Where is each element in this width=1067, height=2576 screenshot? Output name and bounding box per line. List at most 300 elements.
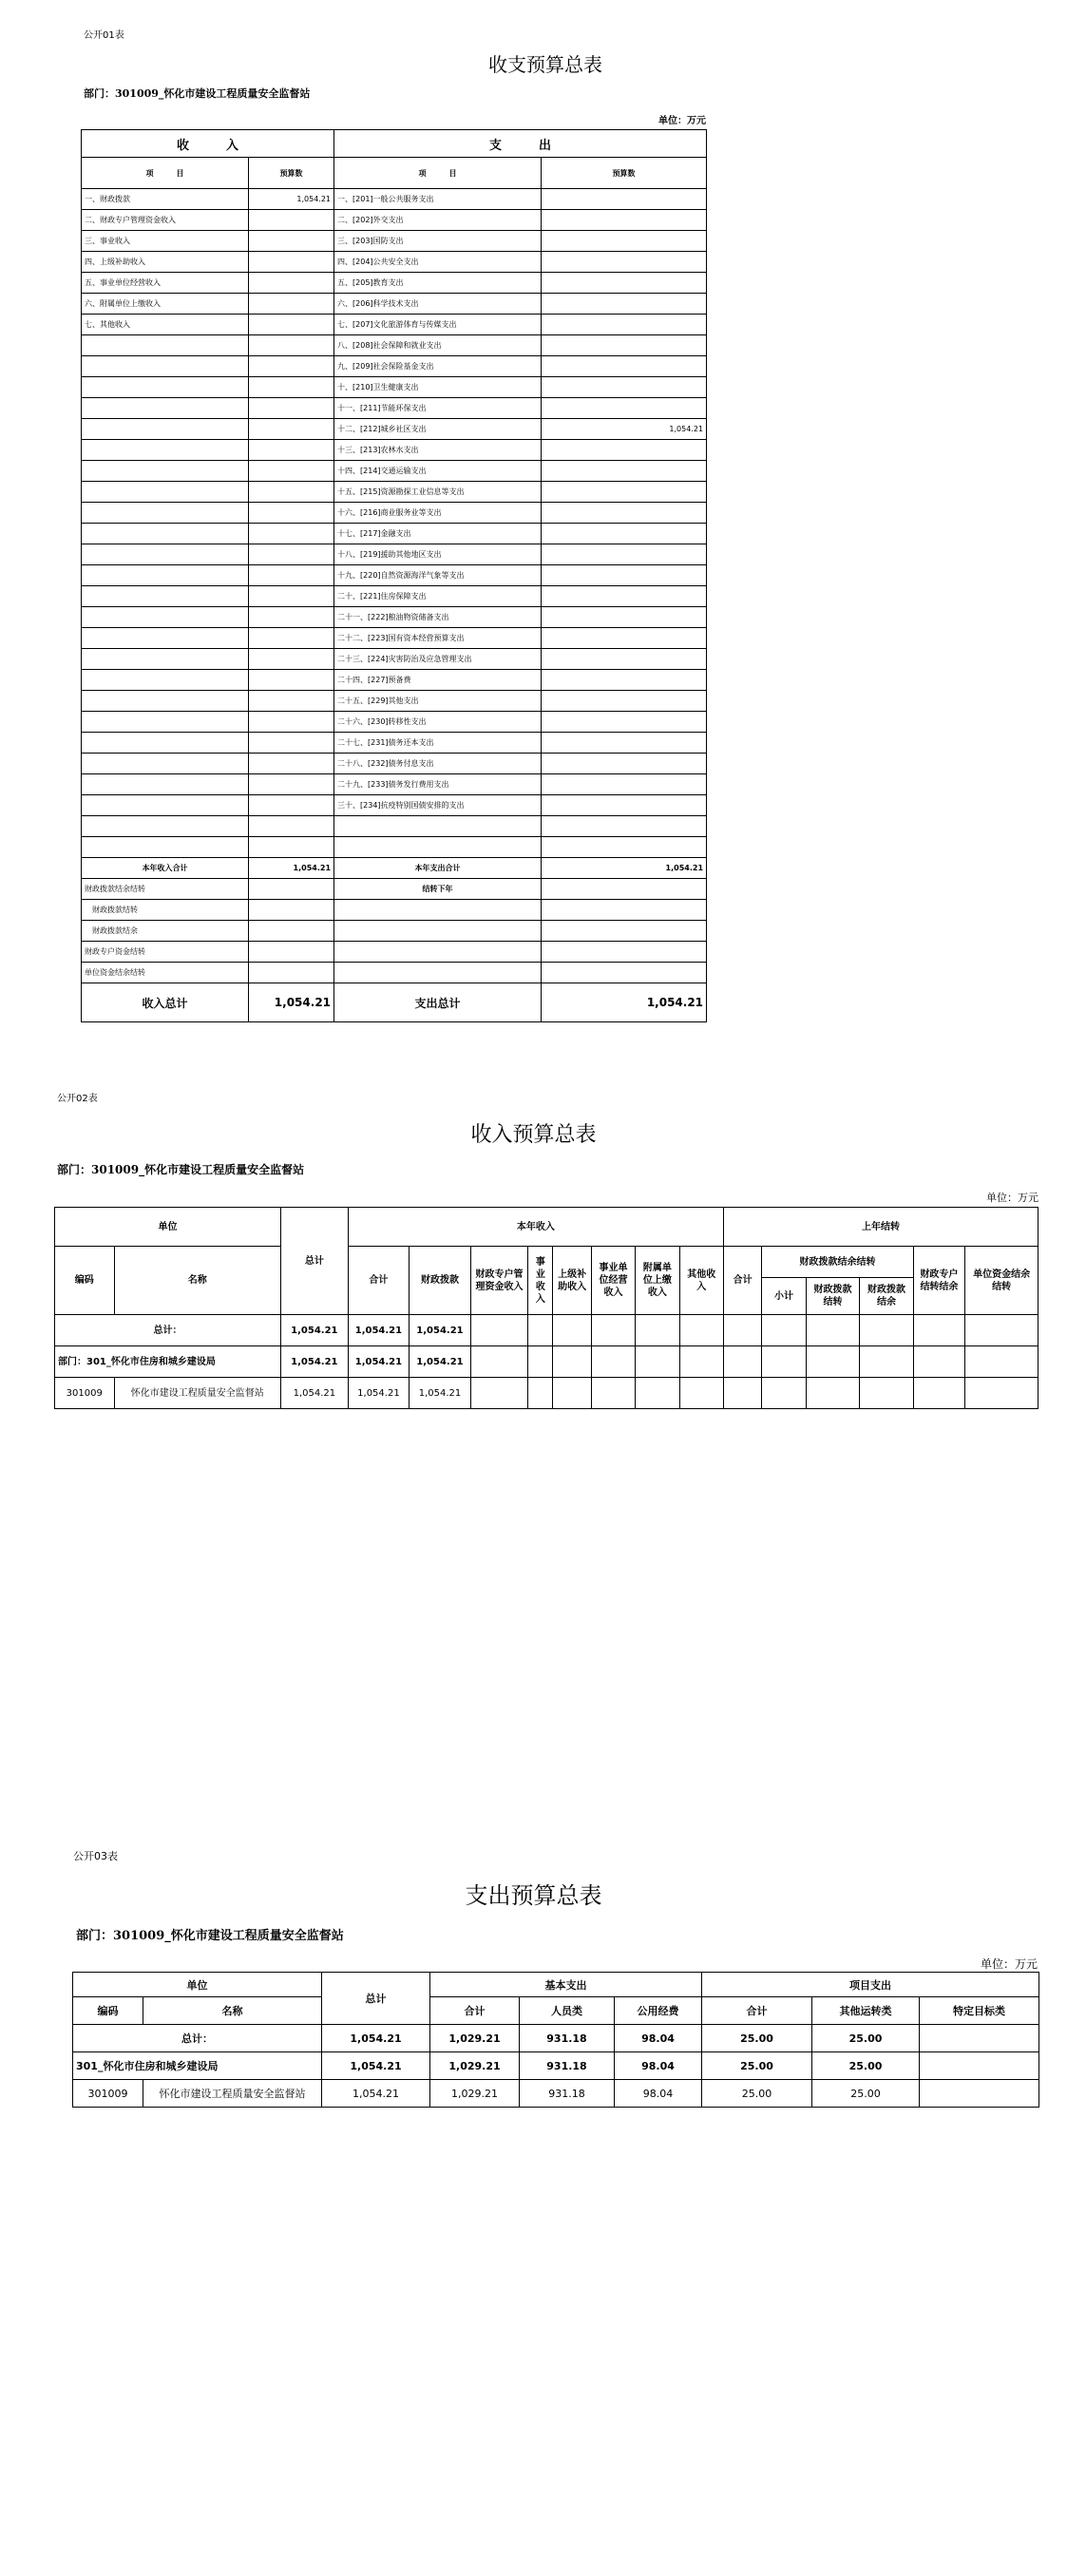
expense-header: 支 出: [334, 130, 707, 158]
t2-total-header: 总计: [281, 1208, 349, 1315]
t2-special-carry-header: 财政专户结转结余: [913, 1247, 964, 1315]
expense-amount: [542, 733, 707, 754]
expense-item: 十一、[211]节能环保支出: [334, 398, 542, 419]
expense-amount: [542, 335, 707, 356]
t2-code-header: 编码: [55, 1247, 115, 1315]
empty-cell: [724, 1315, 762, 1346]
personnel-value: 931.18: [520, 2080, 615, 2108]
t2-fiscal-carry-header: 财政拨款结转: [806, 1278, 859, 1315]
table3-department: 部门：301009_怀化市建设工程质量安全监督站: [76, 1929, 344, 1943]
income-item: [82, 565, 249, 586]
income-amount: [249, 816, 334, 837]
table-row: [73, 2025, 1039, 2052]
grand-expense-label: 支出总计: [334, 983, 542, 1022]
expense-item: 十三、[213]农林水支出: [334, 440, 542, 461]
empty-cell: [528, 1346, 553, 1378]
table-row: [82, 754, 707, 774]
carry-item-label: 财政拨款结余: [82, 921, 249, 942]
total-value: 1,054.21: [322, 2080, 430, 2108]
income-item: [82, 628, 249, 649]
total-value: 1,054.21: [281, 1346, 349, 1378]
expense-item: 十九、[220]自然资源海洋气象等支出: [334, 565, 542, 586]
unit-name: 301_怀化市住房和城乡建设局: [73, 2052, 322, 2080]
grand-income-value: 1,054.21: [249, 983, 334, 1022]
expense-item: 六、[206]科学技术支出: [334, 294, 542, 315]
table1-title: 收支预算总表: [488, 53, 602, 76]
income-amount: [249, 440, 334, 461]
specific-value: [920, 2080, 1039, 2108]
income-item: [82, 398, 249, 419]
income-item: [82, 419, 249, 440]
t2-superior-header: 上级补助收入: [553, 1247, 591, 1315]
expense-amount: [542, 963, 707, 983]
expense-amount: [542, 628, 707, 649]
table-row: [82, 565, 707, 586]
basic-sum-value: 1,029.21: [430, 2080, 520, 2108]
income-item: [82, 795, 249, 816]
table2-unit: 单位：万元: [986, 1192, 1038, 1204]
income-amount: [249, 398, 334, 419]
carry-item-label: 财政拨款结余结转: [82, 879, 249, 900]
public-value: 98.04: [615, 2025, 702, 2052]
t3-code-header: 编码: [73, 1997, 143, 2025]
expense-amount: [542, 816, 707, 837]
expense-item: 八、[208]社会保障和就业支出: [334, 335, 542, 356]
income-amount: [249, 837, 334, 858]
sum-value: 1,054.21: [348, 1346, 410, 1378]
empty-cell: [913, 1315, 964, 1346]
income-item: [82, 774, 249, 795]
income-amount: [249, 691, 334, 712]
total-value: 1,054.21: [322, 2052, 430, 2080]
specific-value: [920, 2052, 1039, 2080]
empty-cell: [470, 1346, 528, 1378]
income-expense-summary-table: [81, 129, 707, 1022]
t2-business-header: 事业收入: [528, 1247, 553, 1315]
t3-basic-sum-header: 合计: [430, 1997, 520, 2025]
expense-amount: [542, 795, 707, 816]
expense-amount: 1,054.21: [542, 419, 707, 440]
income-amount: [249, 356, 334, 377]
t2-operating-header: 事业单位经营收入: [591, 1247, 635, 1315]
income-item: [82, 482, 249, 503]
project-sum-value: 25.00: [702, 2052, 812, 2080]
income-item: 六、附属单位上缴收入: [82, 294, 249, 315]
empty-cell: [591, 1378, 635, 1409]
income-item: [82, 586, 249, 607]
empty-cell: [913, 1346, 964, 1378]
income-amount: [249, 649, 334, 670]
public-value: 98.04: [615, 2052, 702, 2080]
table-row: [82, 712, 707, 733]
empty-cell: [679, 1346, 723, 1378]
sum-value: 1,054.21: [348, 1315, 410, 1346]
expense-item: 二、[202]外交支出: [334, 210, 542, 231]
income-item: [82, 670, 249, 691]
income-item: [82, 440, 249, 461]
basic-sum-value: 1,029.21: [430, 2052, 520, 2080]
expense-item: 十、[210]卫生健康支出: [334, 377, 542, 398]
expense-amount: [542, 524, 707, 544]
empty-cell: [591, 1315, 635, 1346]
expense-amount: [542, 712, 707, 733]
empty-cell: [806, 1346, 859, 1378]
specific-value: [920, 2025, 1039, 2052]
table2-department: 部门：301009_怀化市建设工程质量安全监督站: [57, 1163, 305, 1176]
expense-item: [334, 837, 542, 858]
total-income-label: 本年收入合计: [82, 858, 249, 879]
project-sum-value: 25.00: [702, 2080, 812, 2108]
table-row: [82, 503, 707, 524]
expense-amount: [542, 649, 707, 670]
income-amount: [249, 774, 334, 795]
expense-item: 十五、[215]资源勘探工业信息等支出: [334, 482, 542, 503]
income-item: [82, 691, 249, 712]
expense-amount: [542, 398, 707, 419]
income-amount: [249, 503, 334, 524]
expense-amount: [542, 900, 707, 921]
table-row: [82, 315, 707, 335]
expense-amount: [542, 377, 707, 398]
unit-name: 总计：: [73, 2025, 322, 2052]
t3-personnel-header: 人员类: [520, 1997, 615, 2025]
carry-item-label: 财政专户资金结转: [82, 942, 249, 963]
empty-cell: [806, 1315, 859, 1346]
empty-cell: [553, 1346, 591, 1378]
carry-item-amount: [249, 963, 334, 983]
expense-amount: [542, 691, 707, 712]
income-amount: [249, 231, 334, 252]
t2-current-income-header: 本年收入: [348, 1208, 723, 1247]
empty-cell: [965, 1346, 1038, 1378]
income-amount: [249, 607, 334, 628]
expense-amount: [542, 544, 707, 565]
table-row: [82, 419, 707, 440]
table-row: [82, 795, 707, 816]
expense-amount: [542, 189, 707, 210]
expense-amount: [542, 754, 707, 774]
income-item: [82, 816, 249, 837]
income-item: 七、其他收入: [82, 315, 249, 335]
empty-cell: [470, 1378, 528, 1409]
expense-amount: [542, 461, 707, 482]
public-value: 98.04: [615, 2080, 702, 2108]
table-row: [82, 879, 707, 900]
empty-cell: [860, 1378, 913, 1409]
income-amount: [249, 252, 334, 273]
expense-amount: [542, 231, 707, 252]
other-ops-value: 25.00: [812, 2080, 920, 2108]
income-item: 五、事业单位经营收入: [82, 273, 249, 294]
table2-tag: 公开02表: [57, 1094, 98, 1104]
income-item: [82, 524, 249, 544]
grand-total-row: [82, 983, 707, 1022]
total-expense-value: 1,054.21: [542, 858, 707, 879]
expense-item: 二十、[221]住房保障支出: [334, 586, 542, 607]
unit-code: 301009: [73, 2080, 143, 2108]
empty-cell: [724, 1378, 762, 1409]
expense-amount: [542, 210, 707, 231]
table-row: [82, 628, 707, 649]
expense-item: 一、[201]一般公共服务支出: [334, 189, 542, 210]
income-amount: [249, 524, 334, 544]
expense-item: 七、[207]文化旅游体育与传媒支出: [334, 315, 542, 335]
income-item: [82, 754, 249, 774]
expense-item: 二十七、[231]债务还本支出: [334, 733, 542, 754]
expense-item-header: 项 目: [334, 158, 542, 189]
table-row: [82, 210, 707, 231]
table-row: [82, 837, 707, 858]
income-amount: [249, 628, 334, 649]
income-amount: [249, 712, 334, 733]
expense-item: 二十六、[230]转移性支出: [334, 712, 542, 733]
annual-total-row: [82, 858, 707, 879]
carry-item-amount: [249, 921, 334, 942]
expense-item: [334, 816, 542, 837]
income-item: 一、财政拨款: [82, 189, 249, 210]
expense-amount: [542, 607, 707, 628]
empty-cell: [860, 1315, 913, 1346]
table-row: [82, 356, 707, 377]
table-row: [82, 273, 707, 294]
expense-item: 十六、[216]商业服务业等支出: [334, 503, 542, 524]
table-row: [82, 942, 707, 963]
t3-total-header: 总计: [322, 1973, 430, 2025]
expense-item: 十八、[219]援助其他地区支出: [334, 544, 542, 565]
next-year-label: 结转下年: [334, 879, 542, 900]
income-amount: [249, 670, 334, 691]
fiscal-value: 1,054.21: [410, 1378, 471, 1409]
expense-amount: [542, 356, 707, 377]
table-row: [82, 691, 707, 712]
table-row: [82, 482, 707, 503]
table1-department: 部门：301009_怀化市建设工程质量安全监督站: [84, 87, 311, 100]
income-amount: [249, 335, 334, 356]
carry-item-amount: [249, 900, 334, 921]
expense-amount: [542, 440, 707, 461]
income-amount: [249, 294, 334, 315]
income-item: [82, 335, 249, 356]
income-amount: [249, 544, 334, 565]
t3-project-sum-header: 合计: [702, 1997, 812, 2025]
expense-item: 二十三、[224]灾害防治及应急管理支出: [334, 649, 542, 670]
t3-basic-header: 基本支出: [430, 1973, 702, 1997]
empty-cell: [553, 1378, 591, 1409]
income-amount: [249, 315, 334, 335]
income-amount: [249, 273, 334, 294]
t2-sum-header: 合计: [348, 1247, 410, 1315]
basic-sum-value: 1,029.21: [430, 2025, 520, 2052]
t2-unit-carry-header: 单位资金结余结转: [965, 1247, 1038, 1315]
total-income-value: 1,054.21: [249, 858, 334, 879]
expense-item: 四、[204]公共安全支出: [334, 252, 542, 273]
carry-item-amount: [249, 942, 334, 963]
total-value: 1,054.21: [322, 2025, 430, 2052]
table-row: [55, 1378, 1038, 1409]
expense-amount: [542, 837, 707, 858]
table2-title: 收入预算总表: [470, 1123, 597, 1147]
t2-other-header: 其他收入: [679, 1247, 723, 1315]
expense-item: 二十九、[233]债务发行费用支出: [334, 774, 542, 795]
income-item: [82, 544, 249, 565]
income-item: 三、事业收入: [82, 231, 249, 252]
table-row: [82, 733, 707, 754]
carry-item-label: 财政拨款结转: [82, 900, 249, 921]
empty-cell: [860, 1346, 913, 1378]
income-amount: [249, 754, 334, 774]
table-row: [73, 2080, 1039, 2108]
table-row: [82, 461, 707, 482]
carry-item-label: 单位资金结余结转: [82, 963, 249, 983]
expense-amount-header: 预算数: [542, 158, 707, 189]
total-value: 1,054.21: [281, 1315, 349, 1346]
empty-cell: [679, 1315, 723, 1346]
empty-cell: [965, 1378, 1038, 1409]
table3-unit: 单位：万元: [980, 1957, 1038, 1971]
expense-item: 五、[205]教育支出: [334, 273, 542, 294]
expense-item: 十二、[212]城乡社区支出: [334, 419, 542, 440]
income-item: [82, 649, 249, 670]
total-expense-label: 本年支出合计: [334, 858, 542, 879]
expense-amount: [542, 586, 707, 607]
table-row: [55, 1315, 1038, 1346]
income-item: [82, 503, 249, 524]
empty-cell: [528, 1315, 553, 1346]
t2-fiscal-surplus-header: 财政拨款结余: [860, 1278, 913, 1315]
table-row: [82, 607, 707, 628]
table-row: [82, 189, 707, 210]
table-row: [82, 963, 707, 983]
t2-fiscal-header: 财政拨款: [410, 1247, 471, 1315]
t3-other-ops-header: 其他运转类: [812, 1997, 920, 2025]
unit-name: 怀化市建设工程质量安全监督站: [143, 2080, 322, 2108]
table-row: [82, 440, 707, 461]
table3-tag: 公开03表: [73, 1850, 118, 1862]
income-amount: [249, 210, 334, 231]
empty-cell: [636, 1315, 679, 1346]
table-row: [82, 524, 707, 544]
income-amount-header: 预算数: [249, 158, 334, 189]
expense-item: 三十、[234]抗疫特别国债安排的支出: [334, 795, 542, 816]
expense-item: 二十八、[232]债务付息支出: [334, 754, 542, 774]
table-row: [73, 2052, 1039, 2080]
income-amount: [249, 419, 334, 440]
income-item: [82, 461, 249, 482]
t2-name-header: 名称: [114, 1247, 281, 1315]
t3-specific-header: 特定目标类: [920, 1997, 1039, 2025]
expense-amount: [542, 670, 707, 691]
personnel-value: 931.18: [520, 2025, 615, 2052]
income-item: 四、上级补助收入: [82, 252, 249, 273]
expense-item: 十七、[217]金融支出: [334, 524, 542, 544]
table-row: [82, 252, 707, 273]
expense-amount: [542, 273, 707, 294]
table-row: [82, 649, 707, 670]
personnel-value: 931.18: [520, 2052, 615, 2080]
expense-item: 十四、[214]交通运输支出: [334, 461, 542, 482]
expense-item: 九、[209]社会保险基金支出: [334, 356, 542, 377]
total-value: 1,054.21: [281, 1378, 349, 1409]
expense-amount: [542, 921, 707, 942]
expense-item: [334, 921, 542, 942]
income-item-header: 项 目: [82, 158, 249, 189]
t2-fiscal-balance-header: 财政拨款结余结转: [762, 1247, 913, 1278]
table-row: [82, 816, 707, 837]
empty-cell: [528, 1378, 553, 1409]
table-row: [82, 586, 707, 607]
table-row: [82, 921, 707, 942]
table1-unit: 单位：万元: [658, 116, 706, 126]
unit-name: 怀化市建设工程质量安全监督站: [114, 1378, 281, 1409]
other-ops-value: 25.00: [812, 2025, 920, 2052]
table-row: [55, 1346, 1038, 1378]
empty-cell: [762, 1315, 806, 1346]
income-item: 二、财政专户管理资金收入: [82, 210, 249, 231]
income-amount: [249, 795, 334, 816]
expense-budget-table: [72, 1972, 1039, 2108]
income-amount: [249, 586, 334, 607]
income-item: [82, 607, 249, 628]
income-budget-table: [54, 1207, 1038, 1409]
table1-tag: 公开01表: [84, 30, 124, 41]
expense-item: 二十二、[223]国有资本经营预算支出: [334, 628, 542, 649]
t3-project-header: 项目支出: [702, 1973, 1039, 1997]
table-row: [82, 670, 707, 691]
table-row: [82, 335, 707, 356]
t2-unit-header: 单位: [55, 1208, 281, 1247]
income-amount: [249, 461, 334, 482]
project-sum-value: 25.00: [702, 2025, 812, 2052]
table-row: [82, 294, 707, 315]
unit-code: 301009: [55, 1378, 115, 1409]
expense-amount: [542, 565, 707, 586]
unit-name: 部门：301_怀化市住房和城乡建设局: [55, 1346, 281, 1378]
table-row: [82, 900, 707, 921]
t2-prev-carry-header: 上年结转: [724, 1208, 1038, 1247]
expense-item: [334, 963, 542, 983]
income-item: [82, 712, 249, 733]
unit-name: 总计：: [55, 1315, 281, 1346]
empty-cell: [913, 1378, 964, 1409]
income-item: [82, 377, 249, 398]
expense-item: 二十四、[227]预备费: [334, 670, 542, 691]
fiscal-value: 1,054.21: [410, 1346, 471, 1378]
expense-amount: [542, 879, 707, 900]
t3-unit-header: 单位: [73, 1973, 322, 1997]
income-amount: [249, 482, 334, 503]
table-row: [82, 377, 707, 398]
table-row: [82, 398, 707, 419]
fiscal-value: 1,054.21: [410, 1315, 471, 1346]
empty-cell: [591, 1346, 635, 1378]
expense-amount: [542, 503, 707, 524]
expense-item: 三、[203]国防支出: [334, 231, 542, 252]
income-amount: [249, 565, 334, 586]
table-row: [82, 774, 707, 795]
expense-item: 二十五、[229]其他支出: [334, 691, 542, 712]
expense-amount: [542, 294, 707, 315]
sum-value: 1,054.21: [348, 1378, 410, 1409]
grand-income-label: 收入总计: [82, 983, 249, 1022]
empty-cell: [679, 1378, 723, 1409]
empty-cell: [724, 1346, 762, 1378]
expense-amount: [542, 774, 707, 795]
income-header: 收 入: [82, 130, 334, 158]
t3-public-header: 公用经费: [615, 1997, 702, 2025]
table-row: [82, 231, 707, 252]
expense-amount: [542, 482, 707, 503]
expense-amount: [542, 942, 707, 963]
